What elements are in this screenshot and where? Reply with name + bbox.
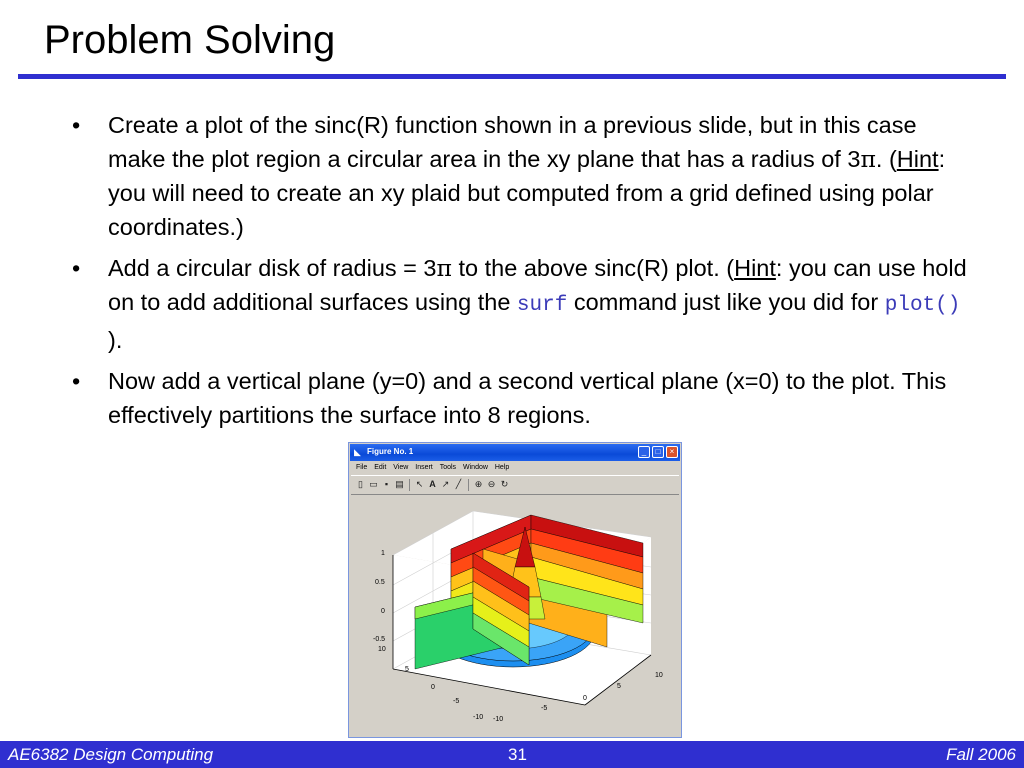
open-icon[interactable]: ▭ (369, 479, 378, 489)
menu-insert[interactable]: Insert (415, 464, 433, 471)
zoom-out-icon[interactable]: ⊖ (487, 479, 496, 489)
menu-window[interactable]: Window (463, 464, 488, 471)
bullet-dot: • (72, 368, 81, 394)
toolbar-separator (468, 479, 469, 491)
z-tick-label: 0 (381, 608, 385, 615)
pi-symbol: π (436, 254, 452, 282)
figure-toolbar (351, 475, 679, 495)
z-tick-label: -0.5 (373, 636, 386, 643)
z-tick-label: 0.5 (375, 579, 385, 586)
footer-page-number: 31 (508, 745, 527, 764)
new-icon[interactable]: ▯ (358, 479, 363, 489)
y-tick-label: 10 (378, 646, 386, 653)
print-icon[interactable]: ▤ (395, 479, 404, 489)
figure-menubar (351, 462, 679, 474)
z-tick-label: 1 (381, 550, 385, 557)
bullet-item-3 (72, 364, 972, 432)
footer-course: AE6382 Design Computing (8, 745, 214, 764)
menu-tools[interactable]: Tools (439, 464, 457, 471)
bullet-1-text-2: . ( (875, 146, 897, 172)
x-tick-label: -10 (493, 716, 504, 723)
code-surf: surf (516, 294, 568, 317)
text-icon[interactable]: A (429, 479, 436, 489)
menu-edit[interactable]: Edit (374, 464, 387, 471)
menu-view[interactable]: View (393, 464, 409, 471)
bullet-3-text: Now add a vertical plane (y=0) and a second vertical plane (x=0) to the plot. This effectively partitions the surface into 8 regions. (108, 368, 947, 428)
hint-label: Hint (734, 255, 776, 281)
pi-symbol: π (860, 145, 876, 173)
footer-term: Fall 2006 (946, 745, 1016, 764)
bullet-2-text-2: to the above sinc(R) plot. ( (451, 255, 735, 281)
x-tick-label: -5 (541, 705, 548, 712)
toolbar-separator (409, 479, 410, 491)
bullet-1-text-3: : you will need to create an xy plaid but computed from a grid defined using polar coordinates.) (108, 146, 946, 240)
menu-file[interactable]: File (356, 464, 368, 471)
title-underline (18, 74, 1006, 79)
y-tick-label: 0 (431, 684, 435, 691)
close-icon[interactable]: × (666, 446, 678, 458)
matlab-logo-icon: ◣ (354, 447, 361, 457)
plot-area[interactable] (353, 497, 677, 733)
y-tick-label: 5 (405, 666, 409, 673)
bullet-2-text-4: command just like you did for (567, 289, 885, 315)
save-icon[interactable]: ▪ (384, 479, 389, 489)
maximize-icon[interactable]: □ (652, 446, 664, 458)
x-tick-label: 5 (617, 683, 621, 690)
figure-window[interactable] (348, 442, 682, 738)
bullet-item-2 (72, 251, 972, 357)
surface-plot (353, 497, 677, 733)
figure-titlebar[interactable] (350, 444, 680, 461)
rotate-icon[interactable]: ↻ (500, 479, 509, 489)
x-tick-label: 0 (583, 695, 587, 702)
bullet-2-text: Add a circular disk of radius = 3 (108, 255, 437, 281)
slide-footer (0, 741, 1024, 768)
y-tick-label: -5 (453, 698, 460, 705)
x-tick-label: 10 (655, 672, 663, 679)
code-plot: plot() (884, 294, 961, 317)
bullet-dot: • (72, 255, 81, 281)
minimize-icon[interactable]: _ (638, 446, 650, 458)
bullet-2-text-5: ). (108, 327, 123, 353)
menu-help[interactable]: Help (494, 464, 510, 471)
zoom-in-icon[interactable]: ⊕ (474, 479, 483, 489)
bullet-dot: • (72, 112, 81, 138)
figure-title: Figure No. 1 (367, 447, 414, 456)
y-tick-label: -10 (473, 714, 484, 721)
line-icon[interactable]: ╱ (455, 479, 462, 489)
arrow-line-icon[interactable]: ↗ (441, 479, 450, 489)
arrow-icon[interactable]: ↖ (415, 479, 424, 489)
slide-title: Problem Solving (44, 18, 336, 62)
hint-label: Hint (896, 146, 939, 172)
bullet-item-1 (72, 108, 972, 244)
bullet-list (72, 108, 972, 439)
bullet-1-text: Create a plot of the sinc(R) function shown in a previous slide, but in this case make the plot region a circular area in the xy plane that has a radius of 3 (108, 112, 917, 172)
bullet-2-text-3: : you can use hold on to add additional surfaces using the (108, 255, 967, 315)
